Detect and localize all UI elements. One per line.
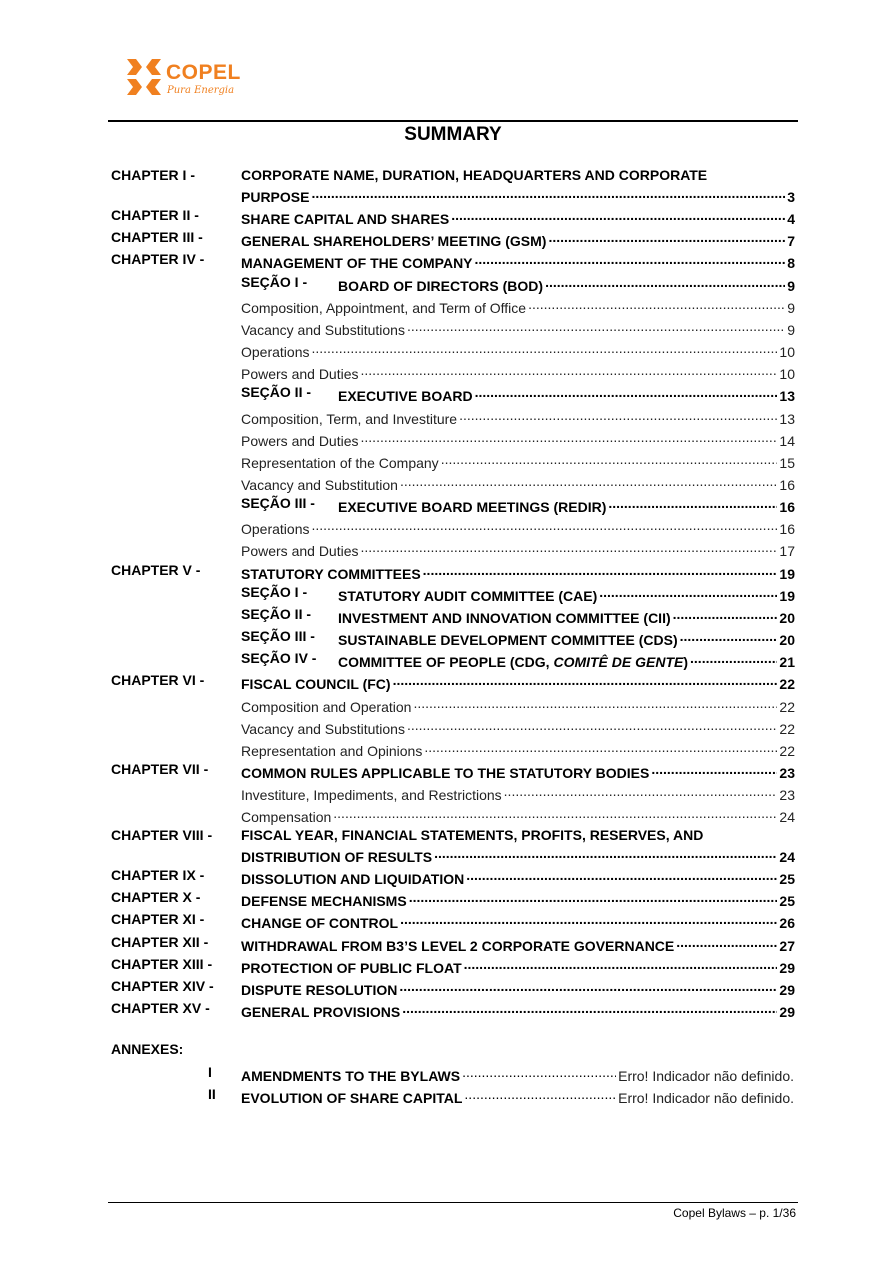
toc-entry-title: Vacancy and Substitutions [241, 322, 405, 338]
dot-leader [422, 738, 777, 756]
toc-entry-title: COMMITTEE OF PEOPLE (CDG, COMITÊ DE GENTE) [338, 654, 689, 670]
chapter-label: CHAPTER I - [111, 167, 195, 183]
chapter-label: CHAPTER X - [111, 889, 201, 905]
dot-leader [688, 649, 777, 667]
toc-page-number: 23 [779, 787, 795, 803]
section-label: SEÇÃO I - [241, 584, 308, 600]
brand-name: COPEL [166, 61, 241, 84]
dot-leader [309, 184, 785, 202]
toc-entry-title: EXECUTIVE BOARD [338, 388, 473, 404]
toc-page-number: 10 [779, 366, 795, 382]
toc-page-number: 22 [779, 676, 795, 692]
dot-leader [543, 273, 785, 291]
dot-leader [678, 627, 778, 645]
chapter-label: CHAPTER II - [111, 207, 199, 223]
dot-leader [391, 671, 778, 689]
toc-entry-title: Powers and Duties [241, 543, 359, 559]
toc-entry-title: INVESTMENT AND INNOVATION COMMITTEE (CII) [338, 610, 671, 626]
dot-leader [397, 977, 777, 995]
toc-page-number: 17 [779, 543, 795, 559]
toc-entry-title: Compensation [241, 809, 332, 825]
toc-entry-title: CORPORATE NAME, DURATION, HEADQUARTERS AND CORPORATE [241, 167, 708, 183]
dot-leader [309, 516, 777, 534]
toc-entry-title: Vacancy and Substitutions [241, 721, 405, 737]
dot-leader [331, 804, 777, 822]
chapter-label: CHAPTER XV - [111, 1000, 210, 1016]
toc-page-number: 29 [779, 982, 795, 998]
chapter-label: CHAPTER XIV - [111, 978, 214, 994]
toc-page-number: 13 [779, 388, 795, 404]
dot-leader [405, 716, 777, 734]
toc-page-number: 15 [779, 455, 795, 471]
toc-entry-title: PURPOSE [241, 189, 310, 205]
toc-page-number: 22 [779, 743, 795, 759]
dot-leader [359, 428, 778, 446]
toc-entry-title: Investiture, Impediments, and Restrictions [241, 787, 502, 803]
toc-page-number: 16 [779, 521, 795, 537]
dot-leader [398, 472, 777, 490]
section-label: SEÇÃO I - [241, 274, 308, 290]
toc-entry-title: SUSTAINABLE DEVELOPMENT COMMITTEE (CDS) [338, 632, 678, 648]
page-footer: Copel Bylaws – p. 1/36 [673, 1206, 796, 1220]
toc-entry-title: Composition and Operation [241, 699, 412, 715]
dot-leader [457, 406, 777, 424]
toc-page-number: 14 [779, 433, 795, 449]
dot-leader [606, 494, 777, 512]
toc-entry-title: BOARD OF DIRECTORS (BOD) [338, 278, 544, 294]
toc-page-number: 9 [787, 322, 795, 338]
toc-entry-title: Powers and Duties [241, 366, 359, 382]
toc-entry-title: FISCAL COUNCIL (FC) [241, 676, 391, 692]
toc-page-number: 10 [779, 344, 795, 360]
dot-leader [411, 694, 777, 712]
toc-entry-title: DEFENSE MECHANISMS [241, 893, 407, 909]
chapter-label: CHAPTER XII - [111, 934, 209, 950]
toc-entry-title: Powers and Duties [241, 433, 359, 449]
toc-entry-title: Vacancy and Substitution [241, 477, 398, 493]
toc-entry-title: DISSOLUTION AND LIQUIDATION [241, 871, 465, 887]
annex-reference: Erro! Indicador não definido. [618, 1090, 794, 1106]
brand-tagline: Pura Energia [167, 85, 235, 96]
dot-leader [400, 999, 777, 1017]
dot-leader [432, 844, 777, 862]
toc-page-number: 20 [779, 610, 795, 626]
toc-page-number: 9 [787, 300, 795, 316]
toc-entry-title: CHANGE OF CONTROL [241, 915, 399, 931]
toc-page-number: 4 [787, 211, 795, 227]
copel-mark-icon [127, 59, 161, 95]
chapter-label: CHAPTER XI - [111, 911, 205, 927]
toc-page-number: 8 [787, 255, 795, 271]
toc-entry-title: SHARE CAPITAL AND SHARES [241, 211, 450, 227]
toc-entry-title: STATUTORY COMMITTEES [241, 566, 421, 582]
toc-entry-title: PROTECTION OF PUBLIC FLOAT [241, 960, 462, 976]
dot-leader [546, 228, 785, 246]
dot-leader [439, 450, 778, 468]
toc-entry-title: EXECUTIVE BOARD MEETINGS (REDIR) [338, 499, 607, 515]
toc-entry-title: FISCAL YEAR, FINANCIAL STATEMENTS, PROFITS, RESERVES, AND [241, 827, 704, 843]
dot-leader [597, 583, 777, 601]
annex-number: II [208, 1086, 216, 1102]
toc-page-number: 3 [787, 189, 795, 205]
dot-leader [473, 250, 786, 268]
toc-page-number: 27 [779, 938, 795, 954]
toc-page-number: 22 [779, 721, 795, 737]
toc-page-number: 25 [779, 893, 795, 909]
dot-leader [359, 538, 778, 556]
chapter-label: CHAPTER VIII - [111, 827, 213, 843]
toc-entry-title: DISTRIBUTION OF RESULTS [241, 849, 433, 865]
toc-page-number: 7 [787, 233, 795, 249]
dot-leader [526, 295, 785, 313]
chapter-label: CHAPTER VII - [111, 761, 209, 777]
toc-entry-title: Composition, Term, and Investiture [241, 411, 458, 427]
toc-entry-title: WITHDRAWAL FROM B3’S LEVEL 2 CORPORATE GOVERNANCE [241, 938, 675, 954]
toc-entry-title: GENERAL SHAREHOLDERS’ MEETING (GSM) [241, 233, 547, 249]
header-rule [108, 120, 798, 122]
dot-leader [309, 339, 777, 357]
dot-leader [405, 317, 785, 335]
toc-entry-title: COMMON RULES APPLICABLE TO THE STATUTORY BODIES [241, 765, 650, 781]
toc-page-number: 24 [779, 809, 795, 825]
dot-leader [671, 605, 778, 623]
toc-page-number: 24 [779, 849, 795, 865]
dot-leader [449, 206, 785, 224]
chapter-label: CHAPTER VI - [111, 672, 205, 688]
section-label: SEÇÃO III - [241, 628, 315, 644]
annex-number: I [208, 1064, 212, 1080]
toc-entry-title: STATUTORY AUDIT COMMITTEE (CAE) [338, 588, 598, 604]
toc-page-number: 23 [779, 765, 795, 781]
dot-leader [502, 782, 778, 800]
annex-title: EVOLUTION OF SHARE CAPITAL [241, 1090, 463, 1106]
toc-page-number: 16 [779, 477, 795, 493]
toc-page-number: 20 [779, 632, 795, 648]
toc-page-number: 16 [779, 499, 795, 515]
dot-leader [460, 1063, 616, 1081]
page-title: SUMMARY [404, 124, 502, 145]
toc-page-number: 29 [779, 960, 795, 976]
toc-page-number: 22 [779, 699, 795, 715]
chapter-label: CHAPTER XIII - [111, 956, 213, 972]
section-label: SEÇÃO IV - [241, 650, 317, 666]
toc-page-number: 29 [779, 1004, 795, 1020]
section-label: SEÇÃO III - [241, 495, 315, 511]
section-label: SEÇÃO II - [241, 606, 312, 622]
toc-entry-title: Operations [241, 521, 310, 537]
dot-leader [473, 383, 778, 401]
toc-entry-title: MANAGEMENT OF THE COMPANY [241, 255, 473, 271]
annex-title: AMENDMENTS TO THE BYLAWS [241, 1068, 461, 1084]
toc-page-number: 9 [787, 278, 795, 294]
toc-page-number: 21 [779, 654, 795, 670]
dot-leader [464, 866, 777, 884]
footer-rule [108, 1202, 798, 1203]
toc-page-number: 19 [779, 566, 795, 582]
toc-entry-title: Representation and Opinions [241, 743, 423, 759]
dot-leader [649, 760, 777, 778]
chapter-label: CHAPTER V - [111, 562, 201, 578]
dot-leader [462, 1085, 616, 1103]
chapter-label: CHAPTER IV - [111, 251, 205, 267]
toc-page-number: 25 [779, 871, 795, 887]
toc-entry-title: Operations [241, 344, 310, 360]
dot-leader [398, 910, 777, 928]
toc-entry-title: DISPUTE RESOLUTION [241, 982, 398, 998]
chapter-label: CHAPTER IX - [111, 867, 205, 883]
dot-leader [674, 933, 777, 951]
copel-logo [127, 58, 247, 100]
toc-page-number: 19 [779, 588, 795, 604]
chapter-label: CHAPTER III - [111, 229, 203, 245]
toc-entry-title: GENERAL PROVISIONS [241, 1004, 401, 1020]
dot-leader [421, 561, 778, 579]
toc-page-number: 13 [779, 411, 795, 427]
toc-entry-title: Representation of the Company [241, 455, 439, 471]
annex-reference: Erro! Indicador não definido. [618, 1068, 794, 1084]
section-label: SEÇÃO II - [241, 384, 312, 400]
dot-leader [407, 888, 778, 906]
toc-entry-title: Composition, Appointment, and Term of Office [241, 300, 527, 316]
dot-leader [359, 361, 778, 379]
annexes-heading: ANNEXES: [111, 1041, 184, 1057]
toc-page-number: 26 [779, 915, 795, 931]
dot-leader [462, 955, 778, 973]
